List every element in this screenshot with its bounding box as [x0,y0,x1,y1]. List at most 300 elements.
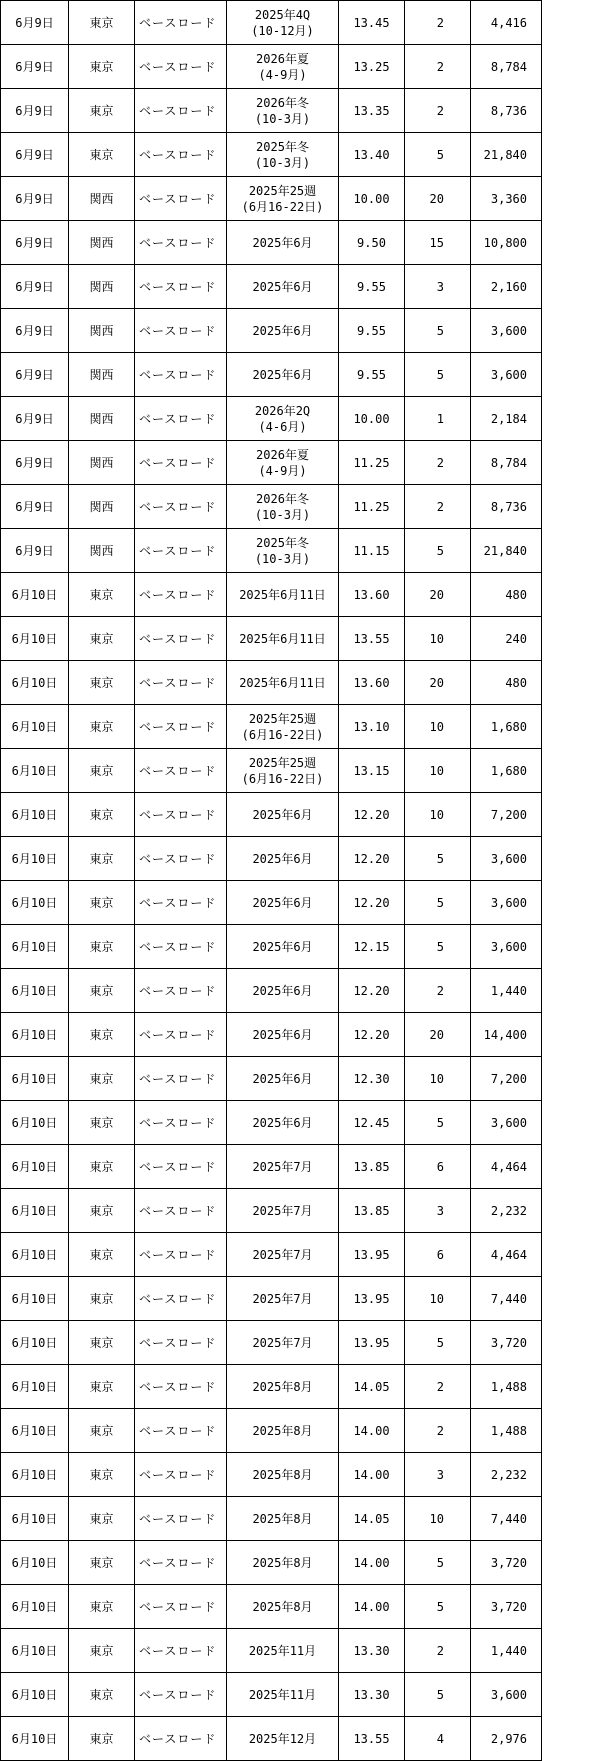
area-cell: 東京 [69,1057,135,1101]
volume-cell: 4,464 [471,1233,542,1277]
volume-cell: 3,600 [471,837,542,881]
area-cell: 関西 [69,397,135,441]
volume-cell: 240 [471,617,542,661]
trade-date-cell: 6月9日 [1,133,69,177]
contract-type-cell: ベースロード [135,1277,227,1321]
lot-cell: 5 [405,881,471,925]
contract-type-cell: ベースロード [135,1453,227,1497]
delivery-period-cell: 2026年冬 (10-3月) [227,485,339,529]
trade-date-cell: 6月9日 [1,221,69,265]
area-cell: 東京 [69,1277,135,1321]
delivery-period-cell: 2025年8月 [227,1365,339,1409]
price-cell: 14.00 [339,1409,405,1453]
delivery-period-cell: 2025年25週 (6月16-22日) [227,749,339,793]
volume-cell: 3,600 [471,925,542,969]
lot-cell: 10 [405,1497,471,1541]
trade-date-cell: 6月9日 [1,45,69,89]
contract-type-cell: ベースロード [135,309,227,353]
contract-type-cell: ベースロード [135,793,227,837]
lot-cell: 5 [405,1585,471,1629]
contract-type-cell: ベースロード [135,221,227,265]
lot-cell: 5 [405,529,471,573]
lot-cell: 20 [405,177,471,221]
trade-date-cell: 6月10日 [1,1057,69,1101]
trade-date-cell: 6月10日 [1,1277,69,1321]
trade-date-cell: 6月10日 [1,617,69,661]
volume-cell: 3,360 [471,177,542,221]
trade-date-cell: 6月9日 [1,265,69,309]
table-row [1,1453,542,1497]
trade-date-cell: 6月10日 [1,1189,69,1233]
table-row [1,1717,542,1761]
trade-date-cell: 6月10日 [1,749,69,793]
delivery-period-cell: 2025年8月 [227,1541,339,1585]
table-row [1,1,542,45]
delivery-period-cell: 2025年6月 [227,1013,339,1057]
delivery-period-cell: 2025年6月 [227,837,339,881]
lot-cell: 6 [405,1233,471,1277]
contract-type-cell: ベースロード [135,397,227,441]
volume-cell: 7,440 [471,1497,542,1541]
volume-cell: 2,976 [471,1717,542,1761]
price-cell: 12.20 [339,837,405,881]
volume-cell: 2,160 [471,265,542,309]
lot-cell: 10 [405,749,471,793]
contract-type-cell: ベースロード [135,925,227,969]
price-cell: 13.85 [339,1189,405,1233]
table-row [1,1629,542,1673]
trade-date-cell: 6月9日 [1,529,69,573]
contract-type-cell: ベースロード [135,837,227,881]
table-row [1,441,542,485]
delivery-period-cell: 2025年8月 [227,1453,339,1497]
table-row [1,1497,542,1541]
price-cell: 13.30 [339,1673,405,1717]
trade-date-cell: 6月9日 [1,441,69,485]
contract-type-cell: ベースロード [135,353,227,397]
price-cell: 13.45 [339,1,405,45]
table-row [1,1585,542,1629]
delivery-period-cell: 2025年6月 [227,353,339,397]
table-row [1,881,542,925]
area-cell: 東京 [69,705,135,749]
area-cell: 東京 [69,1321,135,1365]
table-row [1,309,542,353]
table-row [1,661,542,705]
trade-date-cell: 6月10日 [1,1409,69,1453]
table-row [1,221,542,265]
price-cell: 13.10 [339,705,405,749]
volume-cell: 8,784 [471,441,542,485]
trade-date-cell: 6月10日 [1,881,69,925]
table-row [1,1057,542,1101]
delivery-period-cell: 2025年6月 [227,925,339,969]
contract-type-cell: ベースロード [135,749,227,793]
trade-date-cell: 6月10日 [1,837,69,881]
volume-cell: 1,680 [471,705,542,749]
price-cell: 11.25 [339,441,405,485]
contract-type-cell: ベースロード [135,1013,227,1057]
area-cell: 東京 [69,1497,135,1541]
lot-cell: 2 [405,485,471,529]
price-cell: 14.05 [339,1365,405,1409]
table-row [1,1233,542,1277]
area-cell: 東京 [69,89,135,133]
delivery-period-cell: 2025年6月11日 [227,661,339,705]
lot-cell: 10 [405,617,471,661]
delivery-period-cell: 2025年6月11日 [227,617,339,661]
area-cell: 関西 [69,441,135,485]
volume-cell: 3,720 [471,1321,542,1365]
table-row [1,1673,542,1717]
area-cell: 東京 [69,1145,135,1189]
area-cell: 東京 [69,969,135,1013]
contract-type-cell: ベースロード [135,881,227,925]
price-cell: 9.55 [339,309,405,353]
trade-date-cell: 6月9日 [1,485,69,529]
lot-cell: 5 [405,1321,471,1365]
contract-type-cell: ベースロード [135,573,227,617]
table-row [1,705,542,749]
price-cell: 13.25 [339,45,405,89]
contract-type-cell: ベースロード [135,89,227,133]
delivery-period-cell: 2025年7月 [227,1189,339,1233]
contract-type-cell: ベースロード [135,1101,227,1145]
price-cell: 10.00 [339,177,405,221]
volume-cell: 21,840 [471,529,542,573]
area-cell: 関西 [69,265,135,309]
volume-cell: 14,400 [471,1013,542,1057]
table-row [1,485,542,529]
lot-cell: 5 [405,925,471,969]
contract-type-cell: ベースロード [135,133,227,177]
price-cell: 13.40 [339,133,405,177]
price-cell: 13.60 [339,573,405,617]
area-cell: 東京 [69,881,135,925]
table-row [1,1321,542,1365]
price-cell: 13.95 [339,1233,405,1277]
lot-cell: 2 [405,969,471,1013]
delivery-period-cell: 2025年6月 [227,221,339,265]
volume-cell: 1,440 [471,1629,542,1673]
area-cell: 東京 [69,749,135,793]
delivery-period-cell: 2025年4Q (10-12月) [227,1,339,45]
lot-cell: 2 [405,1365,471,1409]
delivery-period-cell: 2025年冬 (10-3月) [227,133,339,177]
volume-cell: 480 [471,573,542,617]
volume-cell: 3,720 [471,1541,542,1585]
table-row [1,353,542,397]
lot-cell: 5 [405,1101,471,1145]
delivery-period-cell: 2026年2Q (4-6月) [227,397,339,441]
contract-type-cell: ベースロード [135,1629,227,1673]
table-row [1,265,542,309]
trade-date-cell: 6月10日 [1,1233,69,1277]
volume-cell: 4,464 [471,1145,542,1189]
trade-table-body [1,1,542,1761]
contract-type-cell: ベースロード [135,441,227,485]
trade-date-cell: 6月9日 [1,397,69,441]
price-cell: 9.55 [339,265,405,309]
trade-date-cell: 6月10日 [1,1101,69,1145]
lot-cell: 10 [405,705,471,749]
price-cell: 12.20 [339,1013,405,1057]
contract-type-cell: ベースロード [135,705,227,749]
delivery-period-cell: 2025年6月 [227,1057,339,1101]
volume-cell: 8,736 [471,485,542,529]
lot-cell: 10 [405,793,471,837]
lot-cell: 15 [405,221,471,265]
price-cell: 14.00 [339,1585,405,1629]
price-cell: 13.55 [339,617,405,661]
trade-date-cell: 6月10日 [1,1453,69,1497]
trade-date-cell: 6月10日 [1,1013,69,1057]
trade-date-cell: 6月10日 [1,573,69,617]
area-cell: 東京 [69,1013,135,1057]
delivery-period-cell: 2025年6月 [227,969,339,1013]
delivery-period-cell: 2025年6月 [227,265,339,309]
table-row [1,793,542,837]
volume-cell: 8,736 [471,89,542,133]
table-row [1,1013,542,1057]
price-cell: 12.30 [339,1057,405,1101]
contract-type-cell: ベースロード [135,1233,227,1277]
volume-cell: 1,680 [471,749,542,793]
trade-date-cell: 6月10日 [1,1365,69,1409]
lot-cell: 5 [405,353,471,397]
trade-date-cell: 6月10日 [1,1321,69,1365]
contract-type-cell: ベースロード [135,1497,227,1541]
contract-type-cell: ベースロード [135,969,227,1013]
area-cell: 関西 [69,309,135,353]
lot-cell: 2 [405,1409,471,1453]
volume-cell: 7,200 [471,793,542,837]
trade-date-cell: 6月9日 [1,1,69,45]
volume-cell: 3,600 [471,1673,542,1717]
price-cell: 9.55 [339,353,405,397]
contract-type-cell: ベースロード [135,1365,227,1409]
area-cell: 東京 [69,1409,135,1453]
trade-date-cell: 6月10日 [1,1629,69,1673]
price-cell: 14.00 [339,1453,405,1497]
contract-type-cell: ベースロード [135,1585,227,1629]
delivery-period-cell: 2025年7月 [227,1321,339,1365]
price-cell: 13.60 [339,661,405,705]
price-cell: 12.20 [339,969,405,1013]
table-row [1,969,542,1013]
table-row [1,177,542,221]
contract-type-cell: ベースロード [135,617,227,661]
area-cell: 関西 [69,221,135,265]
price-cell: 14.00 [339,1541,405,1585]
lot-cell: 5 [405,1673,471,1717]
trade-date-cell: 6月10日 [1,969,69,1013]
trade-date-cell: 6月9日 [1,309,69,353]
lot-cell: 2 [405,1629,471,1673]
lot-cell: 5 [405,133,471,177]
area-cell: 関西 [69,177,135,221]
contract-type-cell: ベースロード [135,529,227,573]
price-cell: 12.45 [339,1101,405,1145]
table-row [1,573,542,617]
volume-cell: 2,232 [471,1453,542,1497]
contract-type-cell: ベースロード [135,1673,227,1717]
table-row [1,397,542,441]
delivery-period-cell: 2026年夏 (4-9月) [227,441,339,485]
trade-date-cell: 6月9日 [1,177,69,221]
table-row [1,1541,542,1585]
table-row [1,529,542,573]
area-cell: 東京 [69,45,135,89]
delivery-period-cell: 2025年6月11日 [227,573,339,617]
price-cell: 13.55 [339,1717,405,1761]
area-cell: 東京 [69,573,135,617]
lot-cell: 20 [405,573,471,617]
contract-type-cell: ベースロード [135,1145,227,1189]
table-row [1,837,542,881]
area-cell: 東京 [69,1673,135,1717]
volume-cell: 2,184 [471,397,542,441]
trade-date-cell: 6月10日 [1,661,69,705]
delivery-period-cell: 2025年25週 (6月16-22日) [227,177,339,221]
delivery-period-cell: 2025年6月 [227,881,339,925]
price-cell: 10.00 [339,397,405,441]
lot-cell: 2 [405,1,471,45]
table-row [1,1189,542,1233]
lot-cell: 3 [405,265,471,309]
contract-type-cell: ベースロード [135,1189,227,1233]
delivery-period-cell: 2025年25週 (6月16-22日) [227,705,339,749]
volume-cell: 3,600 [471,1101,542,1145]
lot-cell: 4 [405,1717,471,1761]
volume-cell: 2,232 [471,1189,542,1233]
volume-cell: 3,600 [471,309,542,353]
contract-type-cell: ベースロード [135,485,227,529]
table-row [1,1409,542,1453]
area-cell: 東京 [69,1365,135,1409]
trade-date-cell: 6月10日 [1,1497,69,1541]
area-cell: 東京 [69,1541,135,1585]
delivery-period-cell: 2025年11月 [227,1629,339,1673]
table-row [1,133,542,177]
delivery-period-cell: 2026年冬 (10-3月) [227,89,339,133]
price-cell: 9.50 [339,221,405,265]
price-cell: 11.25 [339,485,405,529]
lot-cell: 5 [405,1541,471,1585]
trade-date-cell: 6月9日 [1,353,69,397]
delivery-period-cell: 2025年6月 [227,309,339,353]
lot-cell: 3 [405,1189,471,1233]
lot-cell: 5 [405,837,471,881]
lot-cell: 10 [405,1277,471,1321]
area-cell: 関西 [69,485,135,529]
area-cell: 東京 [69,1,135,45]
area-cell: 東京 [69,1233,135,1277]
table-row [1,1365,542,1409]
delivery-period-cell: 2026年夏 (4-9月) [227,45,339,89]
area-cell: 東京 [69,1101,135,1145]
volume-cell: 4,416 [471,1,542,45]
contract-type-cell: ベースロード [135,661,227,705]
area-cell: 関西 [69,529,135,573]
trade-date-cell: 6月10日 [1,1541,69,1585]
delivery-period-cell: 2025年6月 [227,793,339,837]
contract-type-cell: ベースロード [135,265,227,309]
price-cell: 13.15 [339,749,405,793]
contract-type-cell: ベースロード [135,1409,227,1453]
lot-cell: 2 [405,45,471,89]
delivery-period-cell: 2025年7月 [227,1145,339,1189]
area-cell: 東京 [69,1717,135,1761]
volume-cell: 1,488 [471,1409,542,1453]
area-cell: 東京 [69,661,135,705]
delivery-period-cell: 2025年12月 [227,1717,339,1761]
delivery-period-cell: 2025年8月 [227,1409,339,1453]
price-cell: 11.15 [339,529,405,573]
volume-cell: 10,800 [471,221,542,265]
area-cell: 東京 [69,1629,135,1673]
delivery-period-cell: 2025年8月 [227,1497,339,1541]
area-cell: 東京 [69,133,135,177]
lot-cell: 10 [405,1057,471,1101]
volume-cell: 3,600 [471,881,542,925]
trade-date-cell: 6月9日 [1,89,69,133]
volume-cell: 1,488 [471,1365,542,1409]
volume-cell: 7,200 [471,1057,542,1101]
trade-date-cell: 6月10日 [1,793,69,837]
delivery-period-cell: 2025年11月 [227,1673,339,1717]
price-cell: 14.05 [339,1497,405,1541]
lot-cell: 20 [405,661,471,705]
lot-cell: 3 [405,1453,471,1497]
area-cell: 東京 [69,793,135,837]
price-cell: 13.30 [339,1629,405,1673]
volume-cell: 21,840 [471,133,542,177]
table-row [1,1277,542,1321]
price-cell: 12.20 [339,793,405,837]
volume-cell: 3,720 [471,1585,542,1629]
area-cell: 関西 [69,353,135,397]
trade-date-cell: 6月10日 [1,1717,69,1761]
area-cell: 東京 [69,617,135,661]
trade-date-cell: 6月10日 [1,925,69,969]
price-cell: 12.20 [339,881,405,925]
price-cell: 13.35 [339,89,405,133]
contract-type-cell: ベースロード [135,1,227,45]
lot-cell: 20 [405,1013,471,1057]
lot-cell: 5 [405,309,471,353]
area-cell: 東京 [69,1189,135,1233]
area-cell: 東京 [69,925,135,969]
delivery-period-cell: 2025年7月 [227,1233,339,1277]
delivery-period-cell: 2025年6月 [227,1101,339,1145]
area-cell: 東京 [69,1453,135,1497]
contract-type-cell: ベースロード [135,1717,227,1761]
price-cell: 12.15 [339,925,405,969]
trade-date-cell: 6月10日 [1,705,69,749]
lot-cell: 1 [405,397,471,441]
table-row [1,1145,542,1189]
volume-cell: 1,440 [471,969,542,1013]
table-row [1,749,542,793]
contract-type-cell: ベースロード [135,45,227,89]
contract-type-cell: ベースロード [135,1541,227,1585]
price-cell: 13.95 [339,1277,405,1321]
trade-date-cell: 6月10日 [1,1673,69,1717]
table-row [1,89,542,133]
area-cell: 東京 [69,837,135,881]
lot-cell: 6 [405,1145,471,1189]
